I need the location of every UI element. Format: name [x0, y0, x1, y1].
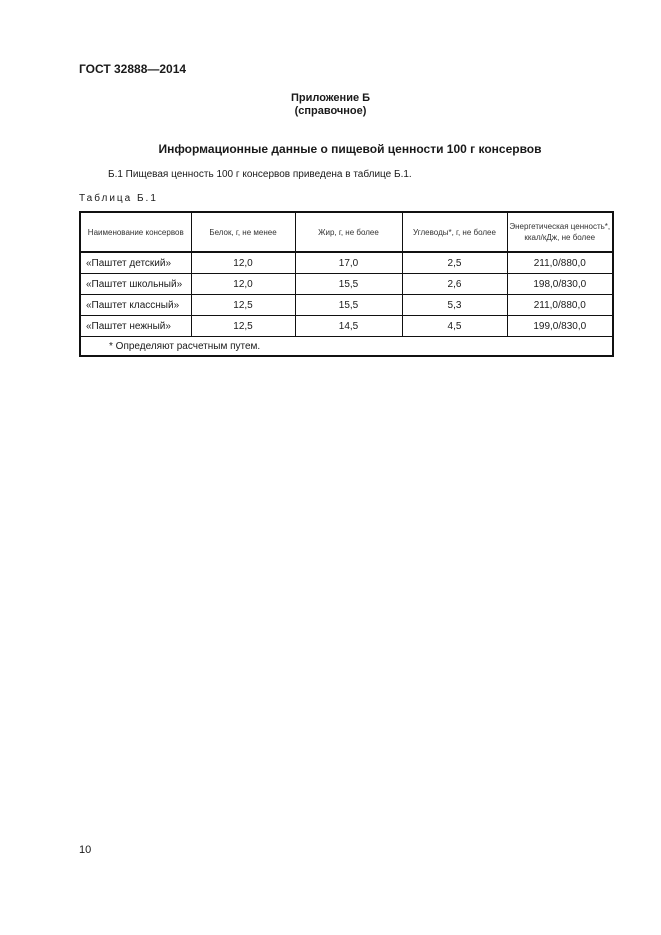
- table-footnote: * Определяют расчетным путем.: [80, 337, 613, 357]
- appendix-title: Приложение Б: [290, 92, 371, 104]
- page-number: 10: [79, 844, 92, 856]
- section-title: Информационные данные о пищевой ценности 100 г консервов: [158, 142, 542, 156]
- cell-fat: 17,0: [295, 252, 402, 274]
- header-fat: Жир, г, не более: [295, 212, 402, 252]
- header-energy: Энергетическая ценность*, ккал/кДж, не более: [507, 212, 613, 252]
- table-row: [80, 295, 613, 316]
- cell-energy: 199,0/830,0: [507, 316, 613, 337]
- cell-protein: 12,5: [191, 316, 295, 337]
- table-header-row: [80, 212, 613, 252]
- cell-fat: 14,5: [295, 316, 402, 337]
- cell-name: «Паштет классный»: [80, 295, 191, 316]
- table-label: Таблица Б.1: [79, 193, 158, 204]
- table-row: [80, 252, 613, 274]
- cell-carbs: 4,5: [402, 316, 507, 337]
- header-carbs: Углеводы*, г, не более: [402, 212, 507, 252]
- cell-carbs: 2,5: [402, 252, 507, 274]
- document-header-standard: ГОСТ 32888—2014: [79, 62, 187, 76]
- table-row: [80, 316, 613, 337]
- cell-protein: 12,0: [191, 252, 295, 274]
- cell-energy: 211,0/880,0: [507, 252, 613, 274]
- cell-name: «Паштет нежный»: [80, 316, 191, 337]
- header-protein: Белок, г, не менее: [191, 212, 295, 252]
- cell-energy: 211,0/880,0: [507, 295, 613, 316]
- appendix-heading: [0, 92, 661, 118]
- table-row: [80, 274, 613, 295]
- nutrition-table: [79, 211, 614, 357]
- cell-energy: 198,0/830,0: [507, 274, 613, 295]
- header-name: Наименование консервов: [80, 212, 191, 252]
- table-footnote-row: [80, 337, 613, 357]
- cell-carbs: 5,3: [402, 295, 507, 316]
- cell-fat: 15,5: [295, 295, 402, 316]
- appendix-type: (справочное): [294, 105, 367, 117]
- cell-name: «Паштет детский»: [80, 252, 191, 274]
- cell-protein: 12,0: [191, 274, 295, 295]
- cell-protein: 12,5: [191, 295, 295, 316]
- cell-carbs: 2,6: [402, 274, 507, 295]
- intro-paragraph: Б.1 Пищевая ценность 100 г консервов приведена в таблице Б.1.: [108, 169, 412, 180]
- cell-fat: 15,5: [295, 274, 402, 295]
- cell-name: «Паштет школьный»: [80, 274, 191, 295]
